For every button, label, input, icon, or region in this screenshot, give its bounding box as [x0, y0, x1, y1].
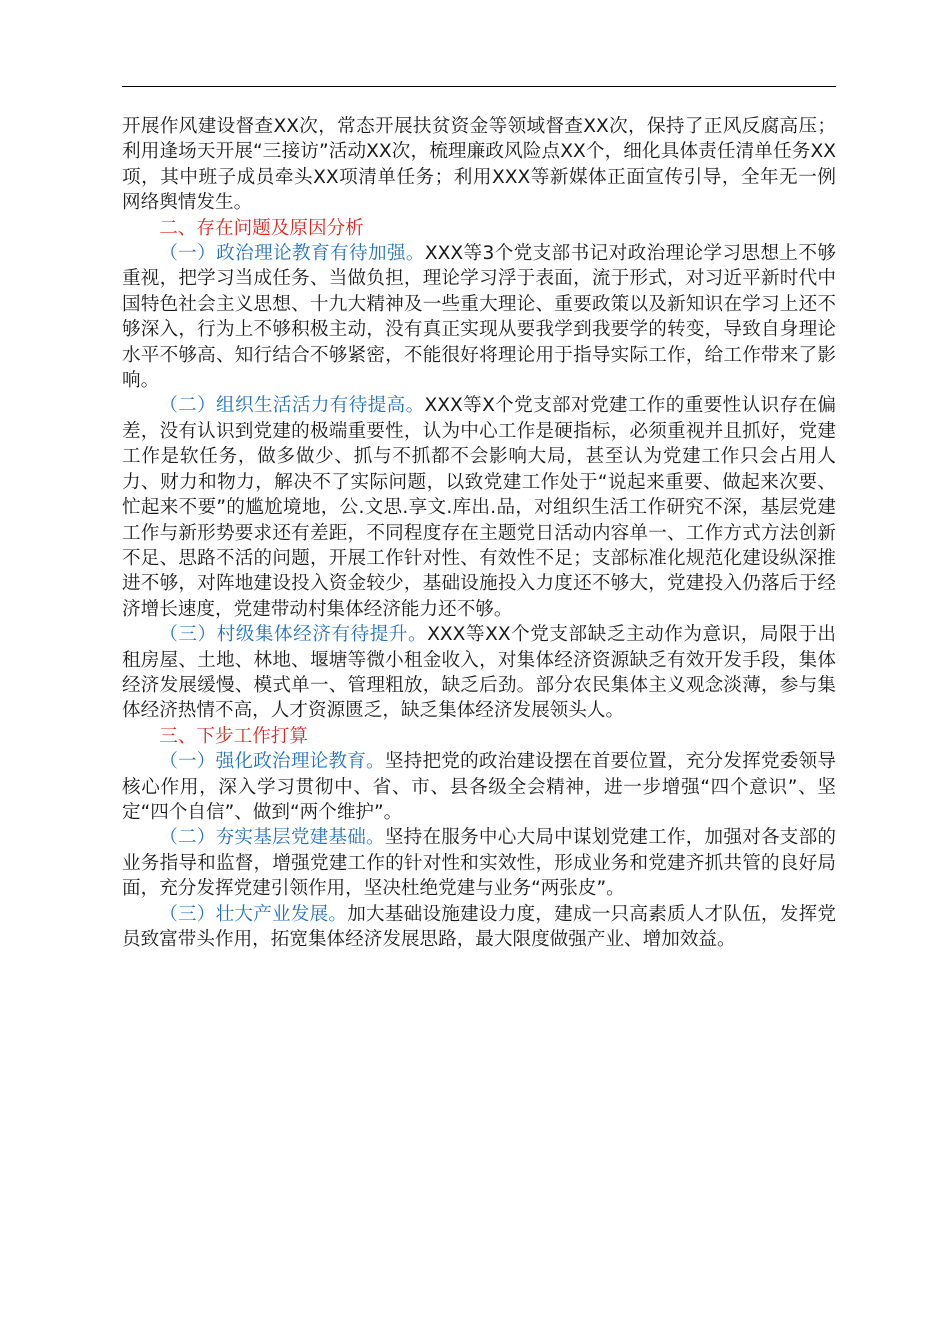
subheading-organization-life: （二）组织生活活力有待提高。 — [159, 395, 425, 417]
paragraph-industry-development — [122, 902, 836, 953]
subheading-industry-development: （三）壮大产业发展。 — [159, 903, 348, 925]
paragraph-organization-life — [122, 393, 836, 622]
section-heading-next-steps-text: 三、下步工作打算 — [159, 725, 308, 747]
paragraph-industry-development-body: 加大基础设施建设力度，建成一只高素质人才队伍，发挥党员致富带头作用，拓宽集体经济发展思路，最大限度做强产业、增加效益。 — [122, 903, 836, 950]
paragraph-collective-economy-body: XXX等XX个党支部缺乏主动作为意识，局限于出租房屋、土地、林地、堰塘等微小租金收入，对集体经济资源缺乏有效开发手段，集体经济发展缓慢、模式单一、管理粗放，缺乏后劲。部分农民集体主义观念淡薄，参与集体经济热情不高，人才资源匮乏，缺乏集体经济发展领头人。 — [122, 624, 836, 722]
subheading-political-theory: （一）政治理论教育有待加强。 — [159, 243, 425, 265]
paragraph-grassroots-foundation — [122, 825, 836, 901]
paragraph-political-theory — [122, 241, 836, 393]
section-heading-next-steps — [122, 724, 836, 749]
paragraph-continued: 开展作风建设督查XX次，常态开展扶贫资金等领域督查XX次，保持了正风反腐高压；利用逢场天开展“三接访”活动XX次，梳理廉政风险点XX个，细化具体责任清单任务XX项，其中班子成员牵头XX项清单任务；利用XXX等新媒体正面宣传引导，全年无一例网络舆情发生。 — [122, 116, 836, 214]
subheading-strengthen-theory: （一）强化政治理论教育。 — [159, 751, 385, 773]
paragraph-political-theory-body: XXX等3个党支部书记对政治理论学习思想上不够重视，把学习当成任务、当做负担，理论学习浮于表面，流于形式，对习近平新时代中国特色社会主义思想、十九大精神及一些重大理论、重要政策以及新知识在学习上还不够深入，行为上不够积极主动，没有真正实现从要我学到我要学的转变，导致自身理论水平不够高、知行结合不够紧密，不能很好将理论用于指导实际工作，给工作带来了影响。 — [122, 243, 836, 392]
header-rule — [122, 86, 836, 87]
subheading-collective-economy: （三）村级集体经济有待提升。 — [159, 624, 428, 646]
paragraph-collective-economy — [122, 622, 836, 724]
subheading-grassroots-foundation: （二）夯实基层党建基础。 — [159, 827, 385, 849]
section-heading-problems — [122, 216, 836, 241]
section-heading-problems-text: 二、存在问题及原因分析 — [159, 217, 364, 239]
paragraph-organization-life-body: XXX等X个党支部对党建工作的重要性认识存在偏差，没有认识到党建的极端重要性，认为中心工作是硬指标，必须重视并且抓好，党建工作是软任务，做多做少、抓与不抓都不会影响大局，甚至认为党建工作只会占用人力、财力和物力，解决不了实际问题，以致党建工作处于“说起来重要、做起来次要、忙起来不要”的尴尬境地，公.文思.享文.库出.品，对组织生活工作研究不深，基层党建工作与新形势要求还有差距，不同程度存在主题党日活动内容单一、工作方式方法创新不足、思路不活的问题，开展工作针对性、有效性不足；支部标准化规范化建设纵深推进不够，对阵地建设投入资金较少，基础设施投入力度还不够大，党建投入仍落后于经济增长速度，党建带动村集体经济能力还不够。 — [122, 395, 836, 620]
paragraph-strengthen-theory-body: 坚持把党的政治建设摆在首要位置，充分发挥党委领导核心作用，深入学习贯彻中、省、市、县各级全会精神，进一步增强“四个意识”、坚定“四个自信”、做到“两个维护”。 — [122, 751, 836, 823]
paragraph-strengthen-theory — [122, 749, 836, 825]
paragraph-grassroots-foundation-body: 坚持在服务中心大局中谋划党建工作，加强对各支部的业务指导和监督，增强党建工作的针对性和实效性，形成业务和党建齐抓共管的良好局面，充分发挥党建引领作用，坚决杜绝党建与业务“两张皮”。 — [122, 827, 836, 900]
document-body — [122, 114, 836, 952]
